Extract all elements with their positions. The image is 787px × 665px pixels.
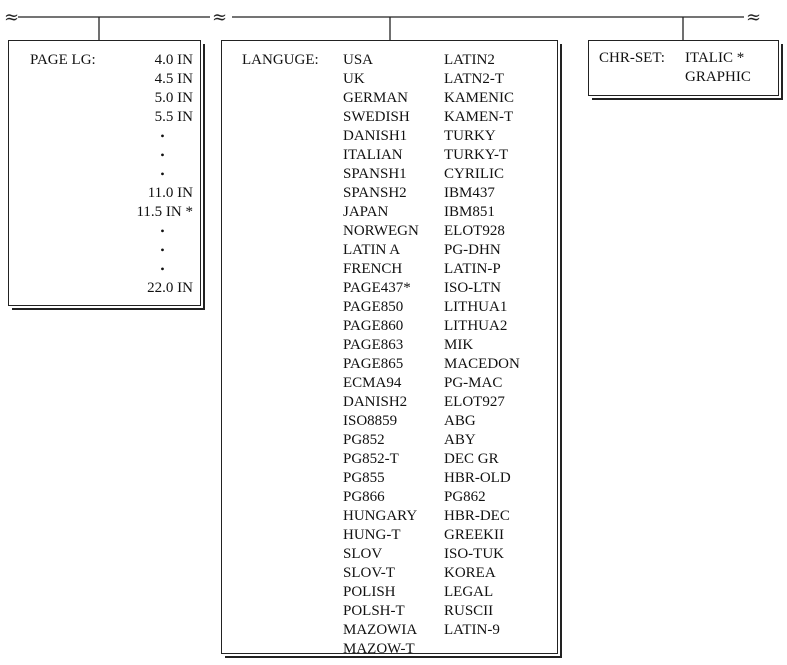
language-option: ISO-LTN	[444, 280, 501, 296]
language-option: MACEDON	[444, 356, 520, 372]
language-option: PG-MAC	[444, 375, 503, 391]
language-option: HBR-DEC	[444, 508, 510, 524]
page-length-box	[8, 40, 201, 306]
language-option: ABY	[444, 432, 476, 448]
break-mark-middle: ≈	[212, 7, 228, 28]
language-option: ABG	[444, 413, 476, 429]
language-option: FRENCH	[343, 261, 403, 277]
ellipsis-dot: •	[160, 262, 165, 276]
ellipsis-dot: •	[160, 243, 165, 257]
language-option: LITHUA2	[444, 318, 508, 334]
character-set-values	[685, 49, 751, 87]
ellipsis-dot: •	[160, 224, 165, 238]
language-option: PAGE850	[343, 299, 404, 315]
language-option: PG862	[444, 489, 486, 505]
language-option: ELOT928	[444, 223, 505, 239]
ellipsis-dot: •	[160, 129, 165, 143]
page-length-values	[117, 51, 193, 298]
language-option: ISO8859	[343, 413, 398, 429]
language-option: MAZOWIA	[343, 622, 418, 638]
language-box	[221, 40, 558, 657]
language-option: SPANSH2	[343, 185, 407, 201]
language-option: LATIN A	[343, 242, 401, 258]
language-option: ITALIAN	[343, 147, 403, 163]
language-option: POLISH	[343, 584, 396, 600]
character-set-box	[588, 40, 779, 96]
language-option: SLOV-T	[343, 565, 395, 581]
page-length-value-default: 11.5 IN *	[136, 204, 193, 220]
language-option: ELOT927	[444, 394, 505, 410]
language-option: RUSCII	[444, 603, 494, 619]
page-length-value: 4.5 IN	[154, 71, 193, 87]
language-option: PG-DHN	[444, 242, 501, 258]
break-mark-right: ≈	[746, 7, 762, 28]
language-option: PAGE863	[343, 337, 404, 353]
language-option: IBM851	[444, 204, 495, 220]
page-length-label: PAGE LG:	[30, 52, 96, 68]
language-option: SPANSH1	[343, 166, 407, 182]
language-option: IBM437	[444, 185, 495, 201]
language-option: HUNGARY	[343, 508, 418, 524]
language-option: TURKY-T	[444, 147, 509, 163]
ellipsis-dot: •	[160, 148, 165, 162]
language-option-default: PAGE437*	[343, 280, 411, 296]
language-option: LATN2-T	[444, 71, 504, 87]
break-mark-left: ≈	[4, 7, 20, 28]
character-set-option: GRAPHIC	[685, 69, 751, 85]
language-option: DANISH1	[343, 128, 408, 144]
language-option: TURKY	[444, 128, 496, 144]
language-option: PAGE865	[343, 356, 404, 372]
language-option: LATIN-9	[444, 622, 500, 638]
language-option: CYRILIC	[444, 166, 504, 182]
language-option: USA	[343, 52, 374, 68]
language-option: KAMENIC	[444, 90, 514, 106]
page-length-value: 4.0 IN	[154, 52, 193, 68]
language-option: NORWEGN	[343, 223, 419, 239]
page-length-value: 22.0 IN	[147, 280, 193, 296]
character-set-label: CHR-SET:	[599, 50, 665, 66]
language-column-1	[343, 51, 419, 659]
language-option: ECMA94	[343, 375, 402, 391]
page-length-value: 5.0 IN	[154, 90, 193, 106]
language-option: SWEDISH	[343, 109, 410, 125]
language-option: GERMAN	[343, 90, 409, 106]
language-option: JAPAN	[343, 204, 389, 220]
language-option: HBR-OLD	[444, 470, 511, 486]
language-option: KOREA	[444, 565, 496, 581]
language-option: LEGAL	[444, 584, 494, 600]
language-label: LANGUGE:	[242, 52, 319, 68]
language-option: PG866	[343, 489, 385, 505]
language-option: PG852	[343, 432, 385, 448]
language-option: LITHUA1	[444, 299, 508, 315]
language-option: KAMEN-T	[444, 109, 514, 125]
language-option: ISO-TUK	[444, 546, 504, 562]
language-option: SLOV	[343, 546, 383, 562]
page-length-value: 5.5 IN	[154, 109, 193, 125]
language-option: PG855	[343, 470, 385, 486]
language-column-2	[444, 51, 520, 640]
language-option: HUNG-T	[343, 527, 401, 543]
language-option: PG852-T	[343, 451, 399, 467]
language-option: MAZOW-T	[343, 641, 415, 657]
language-option: DEC GR	[444, 451, 499, 467]
language-option: GREEKII	[444, 527, 504, 543]
language-option: UK	[343, 71, 365, 87]
ellipsis-dot: •	[160, 167, 165, 181]
language-option: LATIN2	[444, 52, 495, 68]
character-set-option-default: ITALIC *	[685, 50, 745, 66]
page-length-value: 11.0 IN	[147, 185, 193, 201]
language-option: MIK	[444, 337, 474, 353]
language-option: PAGE860	[343, 318, 404, 334]
language-option: LATIN-P	[444, 261, 501, 277]
language-option: POLSH-T	[343, 603, 405, 619]
language-option: DANISH2	[343, 394, 408, 410]
